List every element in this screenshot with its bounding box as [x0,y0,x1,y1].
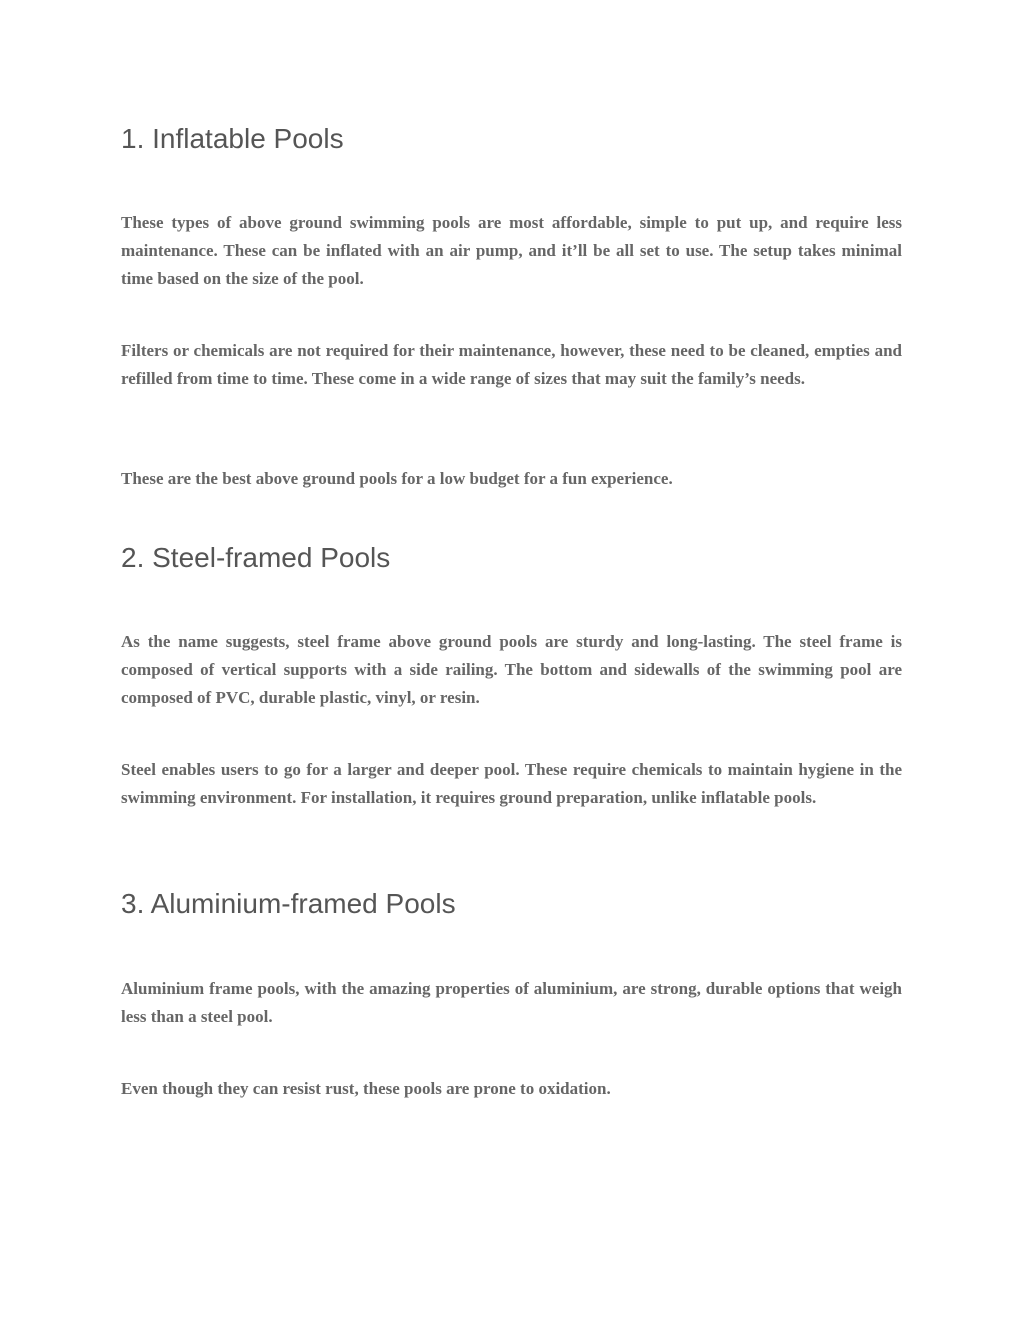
paragraph-aluminium-oxidation: Even though they can resist rust, these pools are prone to oxidation. [121,1079,611,1098]
paragraph-steel-details: Steel enables users to go for a larger and deeper pool. These require chemicals to maintain hygiene in the swimming environment. For installation, it requires ground preparation, unlike inflatable pools. [121,760,902,807]
paragraph-steel-intro: As the name suggests, steel frame above ground pools are sturdy and long-lasting. The steel frame is composed of vertical supports with a side railing. The bottom and sidewalls of the swimming pool are composed of PVC, durable plastic, vinyl, or resin. [121,632,902,707]
paragraph-inflatable-maintenance: Filters or chemicals are not required for their maintenance, however, these need to be cleaned, empties and refilled from time to time. These come in a wide range of sizes that may suit the family’s needs. [121,341,902,388]
section-heading-inflatable-pools: 1. Inflatable Pools [121,123,344,154]
section-heading-aluminium-framed-pools: 3. Aluminium-framed Pools [121,888,456,919]
paragraph-inflatable-budget: These are the best above ground pools for a low budget for a fun experience. [121,469,673,488]
paragraph-aluminium-intro: Aluminium frame pools, with the amazing properties of aluminium, are strong, durable options that weigh less than a steel pool. [121,979,902,1026]
section-heading-steel-framed-pools: 2. Steel-framed Pools [121,542,391,573]
paragraph-inflatable-intro: These types of above ground swimming pools are most affordable, simple to put up, and require less maintenance. These can be inflated with an air pump, and it’ll be all set to use. The setup takes minimal time based on the size of the pool. [121,213,902,288]
